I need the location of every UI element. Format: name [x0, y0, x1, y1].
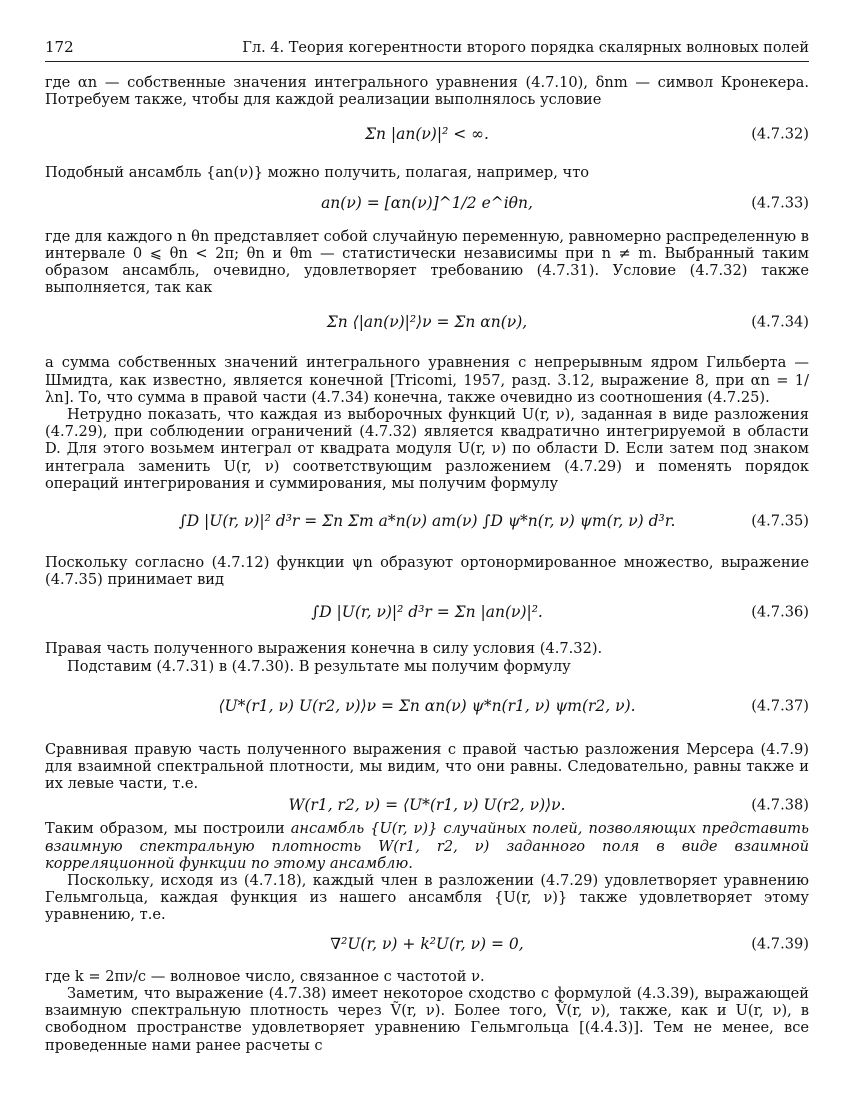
page — [45, 38, 809, 1054]
equation-4-7-37 — [45, 675, 809, 737]
equation-4-7-35 — [45, 492, 809, 550]
equation-number: (4.7.38) — [751, 796, 809, 814]
paragraph-3: где для каждого n θn представляет собой случайную переменную, равномерно распределенную в интервале 0 ⩽ θn < 2π; θn и θm — статистически независимы при n ≠ m. Выбранный таким образом ансамбль, очевидно, удовлетворяет требованию (4.7.31). Условие (4.7.32) также выполняется, так как — [45, 227, 809, 297]
equation-4-7-38 — [45, 792, 809, 818]
paragraph-2: Подобный ансамбль {an(ν)} можно получить, полагая, например, что — [45, 164, 590, 182]
equation-body: Σn |an(ν)|² < ∞. — [365, 125, 489, 144]
paragraph-9: Сравнивая правую часть полученного выражения с правой частью разложения Мерсера (4.7.9) для взаимной спектральной плотности, мы видим, что они равны. Следовательно, равны также и их левые части, т.е. — [45, 740, 809, 793]
equation-number: (4.7.34) — [751, 313, 809, 331]
running-header — [45, 38, 809, 62]
paragraph-6: Поскольку согласно (4.7.12) функции ψn образуют ортонормированное множество, выражение (4.7.35) принимает вид — [45, 554, 809, 589]
page-number: 172 — [45, 38, 74, 56]
paragraph-1: где αn — собственные значения интегрального уравнения (4.7.10), δnm — символ Кронекера. Потребуем также, чтобы для каждой реализации выполнялось условие — [45, 74, 809, 109]
paragraph-8: Подставим (4.7.31) в (4.7.30). В результате мы получим формулу — [67, 657, 571, 675]
paragraph-13: Заметим, что выражение (4.7.38) имеет некоторое сходство с формулой (4.3.39), выражающей взаимную спектральную плотность через Ṽ(r, ν). Более того, Ṽ(r, ν), также, как и U(r, ν), в свободном пространстве удовлетворяет уравнению Гельмгольца [(4.4.3)]. Тем не менее, все проведенные нами ранее расчеты с — [45, 984, 809, 1054]
equation-number: (4.7.36) — [751, 603, 809, 621]
equation-number: (4.7.32) — [751, 125, 809, 143]
equation-body: W(r1, r2, ν) = ⟨U*(r1, ν) U(r2, ν)⟩ν. — [288, 796, 566, 815]
equation-number: (4.7.37) — [751, 697, 809, 715]
paragraph-10-lead: Таким образом, мы построили — [45, 820, 291, 838]
equation-body: ∇²U(r, ν) + k²U(r, ν) = 0, — [330, 934, 524, 953]
equation-body: ∫D |U(r, ν)|² d³r = Σn |an(ν)|². — [311, 603, 543, 622]
equation-body: Σn ⟨|an(ν)|²⟩ν = Σn αn(ν), — [326, 313, 528, 332]
equation-4-7-34 — [45, 296, 809, 348]
running-title: Гл. 4. Теория когерентности второго порядка скалярных волновых полей — [242, 40, 809, 56]
paragraph-5: Нетрудно показать, что каждая из выборочных функций U(r, ν), заданная в виде разложения (4.7.29), при соблюдении ограничений (4.7.32) является квадратично интегрируемой в области D. Для этого возьмем интеграл от квадрата модуля U(r, ν) по области D. Если затем под знаком интеграла заменить U(r, ν) соответствующим разложением (4.7.29) и поменять порядок операций интегрирования и суммирования, мы получим формулу — [45, 406, 809, 492]
equation-number: (4.7.35) — [751, 512, 809, 530]
equation-4-7-33 — [45, 182, 809, 224]
equation-4-7-32 — [45, 108, 809, 160]
paragraph-4: а сумма собственных значений интегрального уравнения с непрерывным ядром Гильберта — Шмидта, как известно, является конечной [Tricomi, 1957, разд. 3.12, выражение 8, при αn = 1/λn]. То, что сумма в правой части (4.7.34) конечна, также очевидно из соотношения (4.7.25). — [45, 354, 809, 406]
paragraph-12: где k = 2πν/c — волновое число, связанное с частотой ν. — [45, 967, 485, 985]
equation-4-7-36 — [45, 588, 809, 636]
equation-number: (4.7.33) — [751, 194, 809, 212]
paragraph-11: Поскольку, исходя из (4.7.18), каждый член в разложении (4.7.29) удовлетворяет уравнению Гельмгольца, каждая функция из нашего ансамбля {U(r, ν)} также удовлетворяет этому уравнению, т.е. — [45, 872, 809, 924]
equation-body: ∫D |U(r, ν)|² d³r = Σn Σm a*n(ν) am(ν) ∫D ψ*n(r, ν) ψm(r, ν) d³r. — [178, 512, 676, 531]
equation-body: ⟨U*(r1, ν) U(r2, ν)⟩ν = Σn αn(ν) ψ*n(r1, ν) ψm(r2, ν). — [218, 696, 636, 715]
paragraph-7: Правая часть полученного выражения конечна в силу условия (4.7.32). — [45, 640, 603, 658]
paragraph-10 — [45, 820, 809, 872]
paragraph-10-emphasis: ансамбль {U(r, ν)} случайных полей, позволяющих представить взаимную спектральную плотность W(r1, r2, ν) заданного поля в виде взаимной корреляционной функции по этому ансамблю. — [45, 820, 809, 872]
equation-4-7-39 — [45, 924, 809, 964]
equation-number: (4.7.39) — [751, 935, 809, 953]
equation-body: an(ν) = [αn(ν)]^1/2 e^iθn, — [321, 193, 533, 212]
